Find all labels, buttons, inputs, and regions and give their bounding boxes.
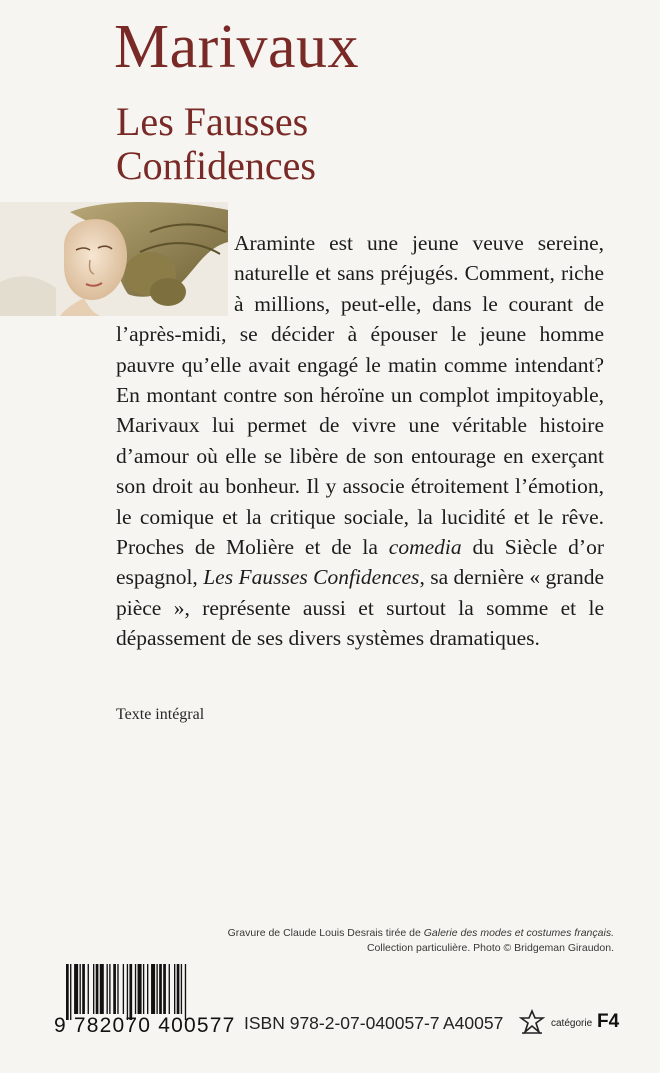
barcode-bar <box>113 964 116 1014</box>
author-name: Marivaux <box>114 13 360 81</box>
barcode-bar <box>109 964 110 1014</box>
barcode-bar <box>181 964 182 1014</box>
barcode-bar <box>117 964 118 1014</box>
barcode-bar <box>93 964 94 1014</box>
barcode-bar <box>151 964 155 1014</box>
barcode-bar <box>147 964 148 1014</box>
barcode-bar <box>66 964 69 1020</box>
barcode-bar <box>74 964 78 1014</box>
synopsis-part-1: Araminte est une jeune veuve sereine, naturelle et sans préjugés. Comment, riche à millions, peut-elle, dans le courant de l’après-midi, se décider à épouser le jeune homme pauvre qu’elle avait engagé le matin comme intendant? En montant contre son héroïne un complot impitoyable, Marivaux lui permet de vivre une véritable histoire d’amour où elle se libère de son entourage en exerçant son droit au bonheur. Il y associe étroitement l’émotion, le comique et la critique sociale, la lucidité et le rêve. Proches de Molière et de la <box>116 231 604 560</box>
barcode-bar <box>127 964 128 1020</box>
barcode-bar <box>107 964 108 1014</box>
barcode-bar <box>100 964 104 1014</box>
title-line-2: Confidences <box>116 143 316 188</box>
category-label: catégorie <box>551 1018 593 1029</box>
credit-line-1-italic: Galerie des modes et costumes français. <box>423 927 614 939</box>
barcode-bar <box>156 964 157 1014</box>
barcode-bar <box>123 964 124 1014</box>
title-line-1: Les Fausses <box>116 99 309 144</box>
barcode <box>54 964 236 1038</box>
synopsis-part-3: , sa dernière « grande pièce », représente aussi et surtout la somme et le dépassement de ses divers systèmes dramatiques. <box>116 565 604 651</box>
barcode-bar <box>138 964 142 1014</box>
barcode-bar <box>177 964 180 1014</box>
synopsis-text <box>116 228 604 654</box>
barcode-bar <box>96 964 99 1014</box>
edition-note: Texte intégral <box>116 706 205 723</box>
barcode-bar <box>82 964 85 1014</box>
barcode-bar <box>159 964 162 1014</box>
synopsis-comedia: comedia <box>388 535 462 560</box>
barcode-bar <box>70 964 71 1020</box>
barcode-bar <box>174 964 175 1014</box>
barcode-bar <box>185 964 186 1020</box>
image-credit <box>194 926 614 956</box>
barcode-bar <box>88 964 89 1014</box>
barcode-bar <box>135 964 136 1014</box>
barcode-bar <box>143 964 144 1014</box>
catalog-reference: A40057 <box>443 1013 504 1033</box>
barcode-bar <box>129 964 132 1020</box>
credit-line-1 <box>194 926 614 941</box>
barcode-bars <box>64 964 230 1020</box>
isbn-number: ISBN 978-2-07-040057-7 <box>244 1013 440 1033</box>
credit-line-1-prefix: Gravure de Claude Louis Desrais tirée de <box>227 927 424 939</box>
book-title <box>116 100 516 188</box>
barcode-bar <box>169 964 170 1014</box>
barcode-bar <box>80 964 81 1014</box>
publisher-logo-icon <box>519 1009 545 1035</box>
portrait-text-wrap-spacer <box>116 228 234 316</box>
barcode-bar <box>163 964 166 1014</box>
synopsis-work-title: Les Fausses Confidences <box>203 565 420 590</box>
category-value: F4 <box>597 1011 620 1032</box>
synopsis-part-2: du Siècle d’or espagnol, <box>116 535 604 590</box>
credit-line-2: Collection particulière. Photo © Bridgeman Giraudon. <box>366 942 614 954</box>
barcode-digits: 9 782070 400577 <box>54 1014 236 1037</box>
